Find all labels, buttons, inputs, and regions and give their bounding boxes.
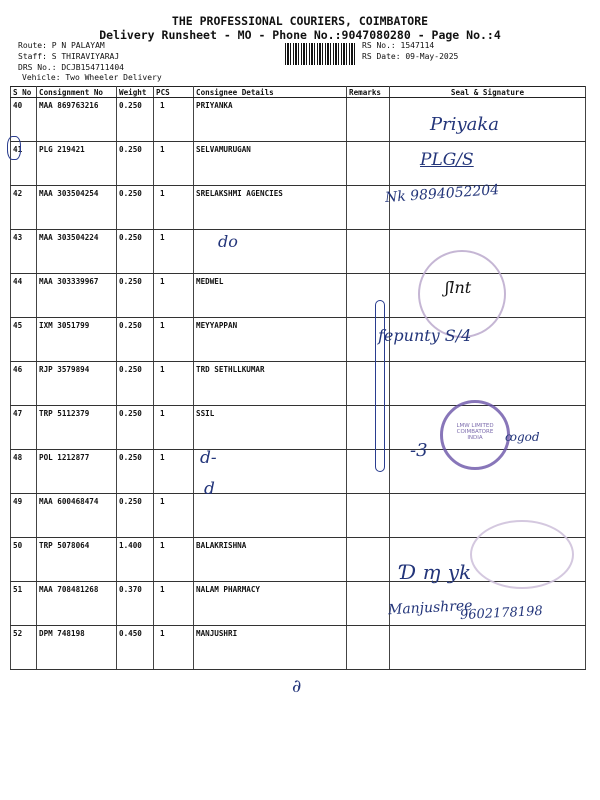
cell-weight: 0.450 [117,626,154,670]
company-stamp-faded-2 [470,520,574,589]
cell-sno: 42 [11,186,37,230]
col-pcs: PCS [154,87,194,98]
cell-sno: 51 [11,582,37,626]
cell-remarks [347,230,390,274]
table-row [11,626,586,670]
cell-pcs: 1 [154,318,194,362]
cell-consignment-no: MAA 303504254 [37,186,117,230]
company-stamp [440,400,510,470]
cell-sno: 49 [11,494,37,538]
cell-remarks [347,186,390,230]
cell-sno: 48 [11,450,37,494]
cell-pcs: 1 [154,274,194,318]
cell-consignment-no: MAA 303339967 [37,274,117,318]
cell-consignment-no: MAA 600468474 [37,494,117,538]
cell-pcs: 1 [154,538,194,582]
cell-pcs: 1 [154,230,194,274]
rs-date: RS Date: 09-May-2025 [362,52,459,61]
cell-pcs: 1 [154,494,194,538]
cell-pcs: 1 [154,142,194,186]
table-row [11,98,586,142]
cell-remarks [347,538,390,582]
table-row [11,230,586,274]
cell-consignment-no: TRP 5112379 [37,406,117,450]
cell-consignee [194,494,347,538]
cell-consignment-no: IXM 3051799 [37,318,117,362]
col-weight: Weight [117,87,154,98]
ditto-49: d [204,479,215,499]
cell-weight: 0.370 [117,582,154,626]
cell-seal-signature [390,142,586,186]
cell-pcs: 1 [154,98,194,142]
cell-consignee: SELVAMURUGAN [194,142,347,186]
cell-consignee: PRIYANKA [194,98,347,142]
ditto-48: d- [200,448,217,468]
col-seal-signature: Seal & Signature [390,87,586,98]
cell-sno: 50 [11,538,37,582]
scribble-48: -3 [410,440,428,461]
cell-consignee: NALAM PHARMACY [194,582,347,626]
signature-42: Nk 9894052204 [384,182,500,206]
cell-weight: 0.250 [117,186,154,230]
cell-weight: 0.250 [117,98,154,142]
col-consignee: Consignee Details [194,87,347,98]
cell-sno: 40 [11,98,37,142]
cell-remarks [347,98,390,142]
cell-pcs: 1 [154,186,194,230]
cell-sno: 41 [11,142,37,186]
cell-consignment-no: PLG 219421 [37,142,117,186]
cell-consignment-no: MAA 303504224 [37,230,117,274]
bracket-mark [375,300,385,472]
cell-sno: 45 [11,318,37,362]
signature-51: Ɗ ɱ yk [400,560,472,584]
cell-weight: 0.250 [117,230,154,274]
cell-weight: 0.250 [117,142,154,186]
col-remarks: Remarks [347,87,390,98]
cell-pcs: 1 [154,582,194,626]
cell-consignment-no: DPM 748198 [37,626,117,670]
document-title: THE PROFESSIONAL COURIERS, COIMBATORE [171,14,429,28]
table-row [11,318,586,362]
cell-pcs: 1 [154,406,194,450]
cell-weight: 0.250 [117,406,154,450]
col-sno: S No [11,87,37,98]
cell-remarks [347,142,390,186]
cell-sno: 47 [11,406,37,450]
ditto-43: do [218,232,238,251]
drs-number: DRS No.: DCJB154711404 [18,63,124,72]
rs-number: RS No.: 1547114 [362,41,435,50]
cell-remarks [347,494,390,538]
cell-sno: 44 [11,274,37,318]
cell-weight: 0.250 [117,450,154,494]
cell-sno: 46 [11,362,37,406]
cell-seal-signature [390,362,586,406]
cell-pcs: 1 [154,362,194,406]
cell-sno: 43 [11,230,37,274]
cell-consignment-no: POL 1212877 [37,450,117,494]
col-consignment-no: Consignment No [37,87,117,98]
signature-41: PLG/S [420,150,474,170]
cell-remarks [347,626,390,670]
table-header-row [11,87,586,98]
stamp-text: LMW LIMITED COIMBATORE INDIA [456,423,494,441]
cell-consignee: SRELAKSHMI AGENCIES [194,186,347,230]
cell-consignee: SSIL [194,406,347,450]
vehicle-label: Vehicle: Two Wheeler Delivery [22,73,162,82]
pen-circle-mark [7,136,21,160]
cell-consignee: MANJUSHRI [194,626,347,670]
cell-consignee: MEYYAPPAN [194,318,347,362]
signature-40: Priyaka [430,114,500,135]
signature-45: fepunty S/4 [378,326,472,345]
signature-48: ꝏgod [505,430,540,444]
cell-consignment-no: RJP 3579894 [37,362,117,406]
cell-weight: 0.250 [117,494,154,538]
route-label: Route: P N PALAYAM [18,41,105,50]
cell-weight: 0.250 [117,362,154,406]
cell-weight: 0.250 [117,318,154,362]
cell-consignment-no: MAA 708481268 [37,582,117,626]
cell-weight: 1.400 [117,538,154,582]
staff-label: Staff: S THIRAVIYARAJ [18,52,120,61]
table-row [11,142,586,186]
cell-consignee: MEDWEL [194,274,347,318]
signature-44: ʃlnt [445,278,472,297]
stray-pen-mark: ∂ [292,676,302,697]
cell-consignee: BALAKRISHNA [194,538,347,582]
cell-consignee [194,230,347,274]
cell-seal-signature [390,626,586,670]
signature-52-phone: 9602178198 [459,603,544,624]
cell-consignment-no: MAA 869763216 [37,98,117,142]
table-row [11,362,586,406]
document-subtitle: Delivery Runsheet - MO - Phone No.:9047080280 - Page No.:4 [99,28,501,42]
barcode [285,43,357,65]
cell-consignee: TRD SETHLLKUMAR [194,362,347,406]
cell-sno: 52 [11,626,37,670]
cell-pcs: 1 [154,626,194,670]
cell-pcs: 1 [154,450,194,494]
cell-weight: 0.250 [117,274,154,318]
signature-52: Manjushree [387,597,473,619]
cell-remarks [347,582,390,626]
cell-consignment-no: TRP 5078064 [37,538,117,582]
